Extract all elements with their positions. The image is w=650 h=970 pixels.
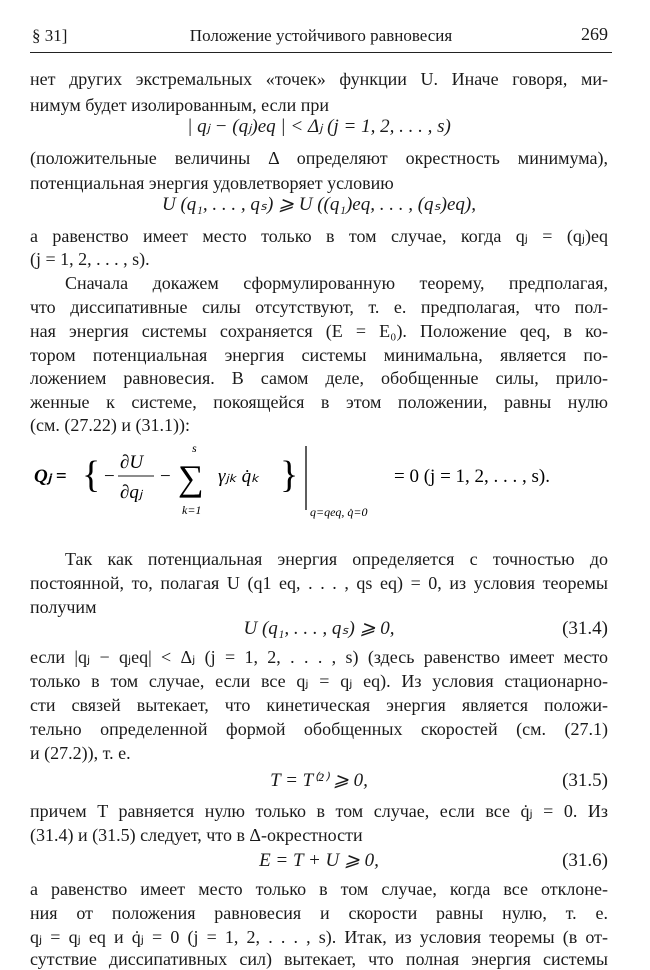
text-line: тельно определенной формой обобщенных скоростей (см. (27.1) bbox=[30, 719, 608, 739]
text-line: потенциальная энергия удовлетворяет условию bbox=[30, 173, 394, 193]
text-line: постоянной, то, полагая U (q1 eq, . . . , qs eq) = 0, из условия теоремы bbox=[30, 573, 608, 593]
eq-minus: − bbox=[160, 466, 171, 487]
text-line: ложением равновесия. В самом деле, обобщенные силы, прило- bbox=[30, 368, 608, 388]
text-line: и (27.2)), т. е. bbox=[30, 743, 131, 763]
page-number: 269 bbox=[581, 24, 608, 44]
header-title: Положение устойчивого равновесия bbox=[189, 26, 453, 45]
eq-lhs: Qⱼ = bbox=[34, 466, 67, 487]
text-line: Так как потенциальная энергия определяется с точностью до bbox=[65, 549, 608, 569]
text-line: а равенство имеет место только в том случае, когда все отклоне- bbox=[30, 879, 608, 899]
eq-open-brace: { bbox=[82, 454, 101, 496]
text-line: сутствие диссипативных сил) вытекает, что полная энергия системы bbox=[30, 949, 608, 969]
text-line: (положительные величины Δ определяют окрестность минимума), bbox=[30, 148, 608, 168]
sum-lower: k=1 bbox=[182, 503, 202, 517]
text-line: ния от положения равновесия и скорости равны нулю, т. е. bbox=[30, 903, 608, 923]
equation-31-4: U (q₁, . . . , qₛ) ⩾ 0, (31.4) bbox=[30, 614, 608, 644]
text-line: получим bbox=[30, 597, 97, 617]
text-line: если |qⱼ − qⱼeq| < Δⱼ (j = 1, 2, . . . , s) (здесь равенство имеет место bbox=[30, 647, 608, 667]
equation-neighborhood: | qⱼ − (qⱼ)eq | < Δⱼ (j = 1, 2, . . . , s) bbox=[187, 116, 451, 137]
equation-minimum-condition: U (q₁, . . . , qₛ) ⩾ U ((q₁)eq, . . . , (qₛ)eq), bbox=[162, 194, 476, 215]
text-line: причем T равняется нулю только в том случае, если все q̇ⱼ = 0. Из bbox=[30, 801, 608, 821]
running-header bbox=[30, 24, 612, 53]
text-line: тором потенциальная энергия системы минимальна, является по- bbox=[30, 345, 608, 365]
sum-upper: s bbox=[192, 441, 197, 455]
eq-close-brace: } bbox=[280, 454, 299, 496]
text-line: только в том случае, если все qⱼ = qⱼ eq). Из условия стационарно- bbox=[30, 671, 608, 691]
equation-generalized-forces bbox=[30, 440, 608, 524]
equation-number: (31.6) bbox=[562, 850, 608, 871]
section-number: § 31] bbox=[32, 26, 68, 45]
text-line: qⱼ = qⱼ eq и q̇ⱼ = 0 (j = 1, 2, . . . , s). Итак, из условия теоремы (в от- bbox=[30, 927, 608, 947]
text-line: (см. (27.22) и (31.1)): bbox=[30, 415, 190, 435]
text-line: Сначала докажем сформулированную теорему, предполагая, bbox=[65, 273, 608, 293]
text-line: нет других экстремальных «точек» функции U. Иначе говоря, ми- bbox=[30, 69, 608, 89]
equation-number: (31.4) bbox=[562, 618, 608, 639]
eq-minus: − bbox=[104, 466, 115, 487]
text-line: (j = 1, 2, . . . , s). bbox=[30, 249, 150, 269]
eq-subscript: q=qeq, q̇=0 bbox=[310, 505, 368, 519]
equation-number: (31.5) bbox=[562, 770, 608, 791]
text-line: нимум будет изолированным, если при bbox=[30, 95, 329, 115]
sum-sign: ∑ bbox=[178, 458, 204, 498]
eq-rhs: = 0 (j = 1, 2, . . . , s). bbox=[394, 466, 551, 487]
text-line: а равенство имеет место только в том случае, когда qⱼ = (qⱼ)eq bbox=[30, 226, 608, 246]
text-line: сти связей вытекает, что кинетическая энергия является положи- bbox=[30, 695, 608, 715]
eq-numerator: ∂U bbox=[120, 452, 144, 473]
text-line: (31.4) и (31.5) следует, что в Δ-окрестности bbox=[30, 825, 363, 845]
text-line: женные к системе, покоящейся в этом положении, равны нулю bbox=[30, 392, 608, 412]
equation-31-6: E = T + U ⩾ 0, (31.6) bbox=[30, 846, 608, 876]
eq-denominator: ∂qⱼ bbox=[120, 482, 143, 503]
text-line: ная энергия системы сохраняется (E = E₀). Положение qeq, в ко- bbox=[30, 321, 608, 341]
equation-31-5: T = T⁽²⁾ ⩾ 0, (31.5) bbox=[30, 766, 608, 796]
eq-term: γⱼₖ q̇ₖ bbox=[218, 466, 260, 487]
text-line: что диссипативные силы отсутствуют, т. е. предполагая, что пол- bbox=[30, 297, 608, 317]
